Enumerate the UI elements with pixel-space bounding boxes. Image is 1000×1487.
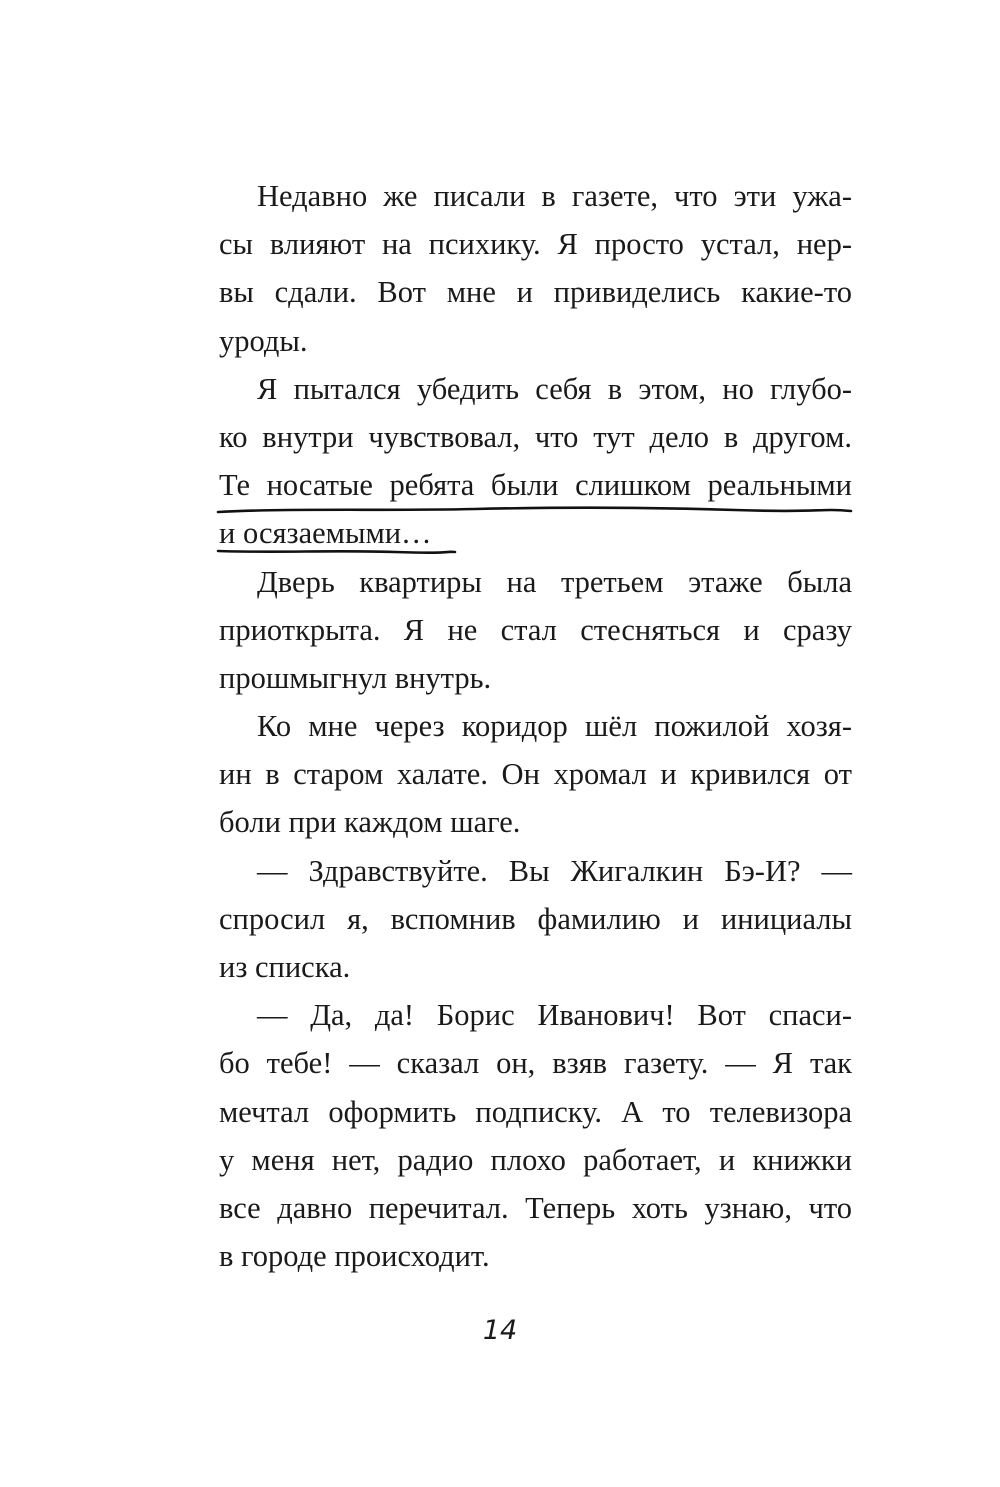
- text-line: мечтал оформить подписку. А то телевизора: [219, 1094, 852, 1129]
- text-line: Недавно же писали в газете, что эти ужа-: [257, 179, 852, 213]
- text-line: уроды.: [219, 323, 308, 358]
- paragraph: [219, 847, 852, 992]
- text-line: Дверь квартиры на третьем этаже была: [257, 564, 852, 599]
- text-line: — Да, да! Борис Иванович! Вот спаси-: [257, 998, 852, 1033]
- text-line: в городе происходит.: [219, 1239, 490, 1274]
- paragraph: [219, 558, 852, 703]
- text-line: приоткрыта. Я не стал стесняться и сразу: [219, 612, 852, 647]
- text-line: вы сдали. Вот мне и привиделись какие-то: [219, 275, 852, 310]
- text-line: ко внутри чувствовал, что тут дело в другом.: [219, 419, 852, 454]
- paragraph: [219, 172, 852, 365]
- text-line: Ко мне через коридор шёл пожилой хозя-: [257, 709, 852, 744]
- text-line: Я пытался убедить себя в этом, но глубо-: [257, 371, 852, 406]
- text-line: боли при каждом шаге.: [219, 805, 521, 840]
- text-line: — Здравствуйте. Вы Жигалкин Бэ-И? —: [257, 853, 852, 888]
- underlined-line: и осязаемыми…: [219, 516, 432, 551]
- text-line: из списка.: [219, 950, 351, 984]
- text-line: бо тебе! — сказал он, взяв газету. — Я так: [219, 1046, 852, 1081]
- text-line: у меня нет, радио плохо работает, и книжки: [219, 1142, 852, 1177]
- text-line: все давно перечитал. Теперь хоть узнаю, что: [219, 1190, 852, 1225]
- page-number: 14: [482, 1315, 518, 1346]
- paragraph: [219, 702, 852, 847]
- text-line: ин в старом халате. Он хромал и кривился от: [219, 757, 852, 792]
- underlined-line: Те носатые ребята были слишком реальными: [219, 468, 852, 503]
- text-line: спросил я, вспомнив фамилию и инициалы: [219, 901, 852, 936]
- text-line: сы влияют на психику. Я просто устал, нер-: [219, 227, 852, 262]
- paragraph: [219, 365, 852, 558]
- text-line: прошмыгнул внутрь.: [219, 660, 492, 695]
- body-text: [219, 172, 852, 1280]
- paragraph: [219, 991, 852, 1280]
